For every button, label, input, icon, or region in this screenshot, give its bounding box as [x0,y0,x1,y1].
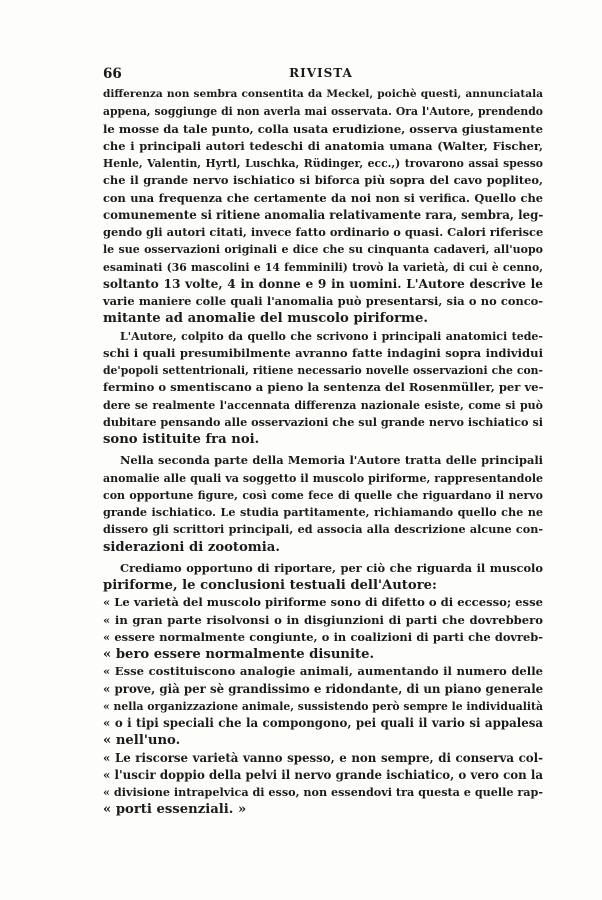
text-line: gendo gli autori citati, invece fatto ordinario o quasi. Calori riferisce [103,225,544,239]
text-line: anomalie alle quali va soggetto il muscolo piriforme, rappresentandole [103,471,543,485]
text-line: grande ischiatico. Le studia partitamente, richiamando quello che ne [103,505,543,519]
quote-line: « Esse costituiscono analogie animali, aumentando il numero delle [103,664,543,679]
text-line: differenza non sembra consentita da Meckel, poichè questi, annunciatala [103,88,543,100]
text-line: che i principali autori tedeschi di anatomia umana (Walter, Fischer, [103,138,543,153]
text-line: dissero gli scrittori principali, ed associa alla descrizione alcune con- [103,522,543,537]
quote-line: « prove, già per sè grandissimo e ridondante, di un piano generale [103,681,544,696]
text-line: L'Autore, colpito da quello che scrivono i principali anatomici tede- [120,329,543,343]
text-line: esaminati (36 mascolini e 14 femminili) trovò la varietà, di cui è cenno, [103,260,543,274]
quote-line: « in gran parte risolvonsi o in disgiunzioni di parti che dovrebbero [103,612,543,627]
text-line: dere se realmente l'accennata differenza nazionale esiste, come si può [103,398,543,412]
quote-line: « nella organizzazione animale, sussistendo però sempre le individualità [103,699,543,713]
text-line: comunemente si ritiene anomalia relativamente rara, sembra, leg- [103,207,544,222]
quote-line: « divisione intrapelvica di esso, non essendovi tra questa e quelle rap- [103,785,544,799]
text-line: dubitare pensando alle osservazioni che sul grande nervo ischiatico si [103,414,543,429]
text-line: Crediamo opportuno di riportare, per ciò che riguarda il muscolo [120,560,543,575]
text-line: siderazioni di zootomia. [103,539,280,555]
text-line: Henle, Valentin, Hyrtl, Luschka, Rüdinger, ecc.,) trovarono assai spesso [103,157,543,170]
quote-line: « essere normalmente congiunte, o in coalizioni di parti che dovreb- [103,629,543,644]
text-line: che il grande nervo ischiatico si biforca più sopra del cavo popliteo, [103,173,543,188]
running-title: RIVISTA [289,66,353,80]
quote-line: « bero essere normalmente disunite. [103,647,375,662]
text-line: appena, soggiunge di non averla mai osservata. Ora l'Autore, prendendo [103,105,543,119]
quote-line: « nell'uno. [103,733,181,749]
text-line: piriforme, le conclusioni testuali dell'Autore: [103,578,437,593]
text-line: mitante ad anomalie del muscolo piriforme. [103,311,428,327]
text-line: sono istituite fra noi. [103,432,260,447]
text-line: le sue osservazioni originali e dice che su cinquanta cadaveri, all'uopo [103,243,543,257]
page-header [103,66,539,84]
body-text [103,86,543,819]
text-line: le mosse da tale punto, colla usata erudizione, osserva giustamente [103,121,543,136]
text-line: con una frequenza che certamente da noi non si verifica. Quello che [103,190,543,205]
quote-line: « l'uscir doppio della pelvi il nervo grande ischiatico, o vero con la [103,767,543,782]
quote-line: « Le varietà del muscolo piriforme sono di difetto o di eccesso; esse [103,595,543,610]
text-line: Nella seconda parte della Memoria l'Autore tratta delle principali [120,453,543,468]
text-line: soltanto 13 volte, 4 in donne e 9 in uomini. L'Autore descrive le [103,276,543,291]
text-line: fermino o smentiscano a pieno la sentenza del Rosenmüller, per ve- [103,380,544,395]
text-line: varie maniere colle quali l'anomalia può presentarsi, sia o no conco- [103,294,543,308]
quote-line: « o i tipi speciali che la compongono, pei quali il vario si appalesa [103,716,543,730]
page-number: 66 [103,66,122,82]
text-line: schi i quali presumibilmente avranno fatte indagini sopra individui [103,345,543,360]
text-line: de'popoli settentrionali, ritiene necessario novelle osservazioni che con- [103,364,543,377]
text-line: con opportune figure, così come fece di quelle che riguardano il nervo [103,488,543,502]
quote-line: « porti essenziali. » [103,802,247,818]
quote-line: « Le riscorse varietà vanno spesso, e non sempre, di conserva col- [103,750,543,765]
